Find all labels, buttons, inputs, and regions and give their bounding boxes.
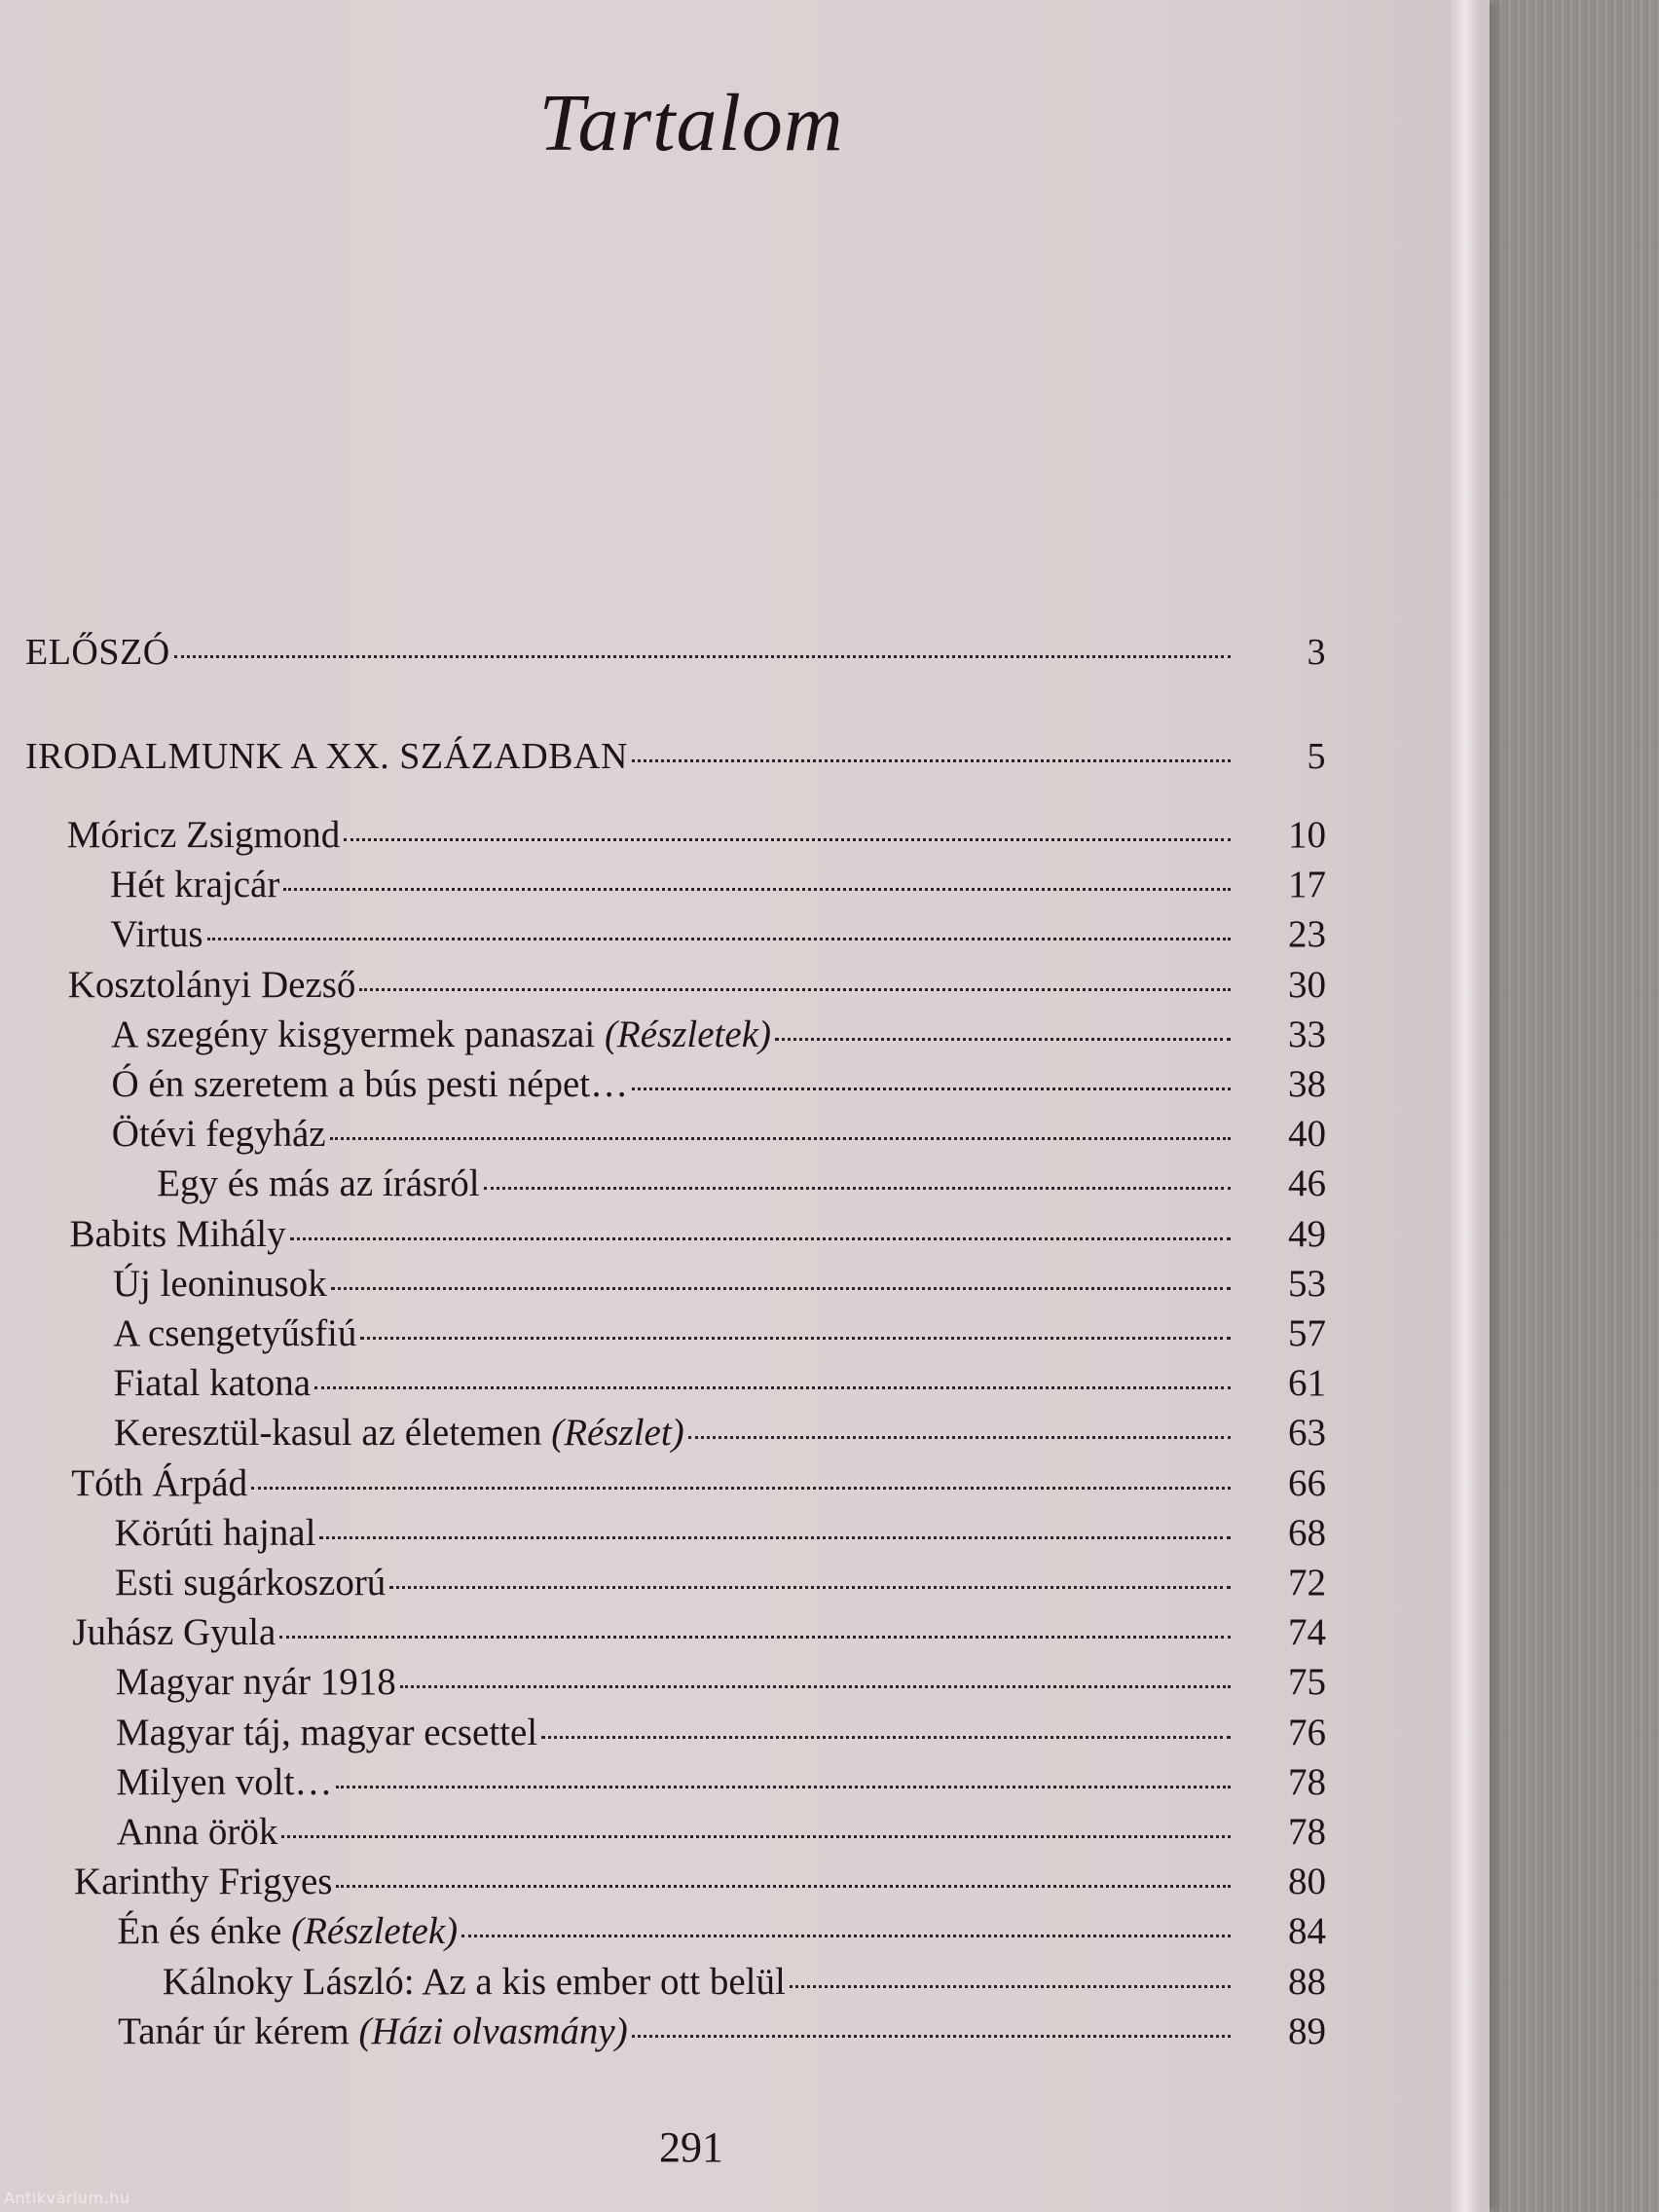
toc-page-number: 57	[1287, 1312, 1326, 1354]
toc-entry-title	[112, 1112, 326, 1156]
dot-leader	[632, 1088, 1231, 1090]
toc-entry-text: A csengetyűsfiú	[113, 1312, 357, 1354]
toc-entry-title	[67, 813, 341, 857]
dot-leader	[632, 759, 1231, 762]
toc-entry-text: Babits Mihály	[69, 1212, 286, 1255]
toc-entry	[69, 1212, 1326, 1256]
toc-entry-title	[116, 1660, 396, 1704]
toc-page-number: 30	[1288, 963, 1326, 1006]
toc-entry	[71, 1461, 1326, 1505]
toc-entry	[157, 1161, 1326, 1205]
toc-page-number: 78	[1287, 1811, 1326, 1853]
toc-entry	[116, 1711, 1326, 1754]
toc-page-number: 72	[1287, 1562, 1326, 1604]
toc-page-number: 74	[1287, 1611, 1326, 1654]
toc-entry-text: Anna örök	[116, 1811, 278, 1853]
toc-entry	[118, 2009, 1326, 2053]
toc-entry-text: Én és énke	[117, 1910, 292, 1953]
toc-entry-text: Esti sugárkoszorú	[114, 1562, 387, 1604]
toc-entry-text: Móricz Zsigmond	[66, 814, 341, 856]
toc-entry	[113, 1311, 1326, 1355]
toc-entry-title	[111, 1013, 771, 1056]
toc-entry	[114, 1561, 1326, 1604]
toc-entry-title	[157, 1161, 479, 1205]
dot-leader	[775, 1038, 1231, 1041]
toc-page-number: 80	[1287, 1861, 1326, 1903]
dot-leader	[331, 1287, 1231, 1290]
toc-entry-text: Fiatal katona	[113, 1362, 312, 1405]
toc-entry	[67, 963, 1326, 1007]
toc-entry-title	[25, 735, 628, 778]
toc-page-number: 38	[1287, 1063, 1326, 1105]
dot-leader	[461, 1935, 1231, 1937]
dot-leader	[281, 1835, 1231, 1838]
toc-entry-title	[113, 1262, 327, 1306]
dot-leader	[279, 1636, 1231, 1639]
dot-leader	[344, 838, 1231, 841]
toc-page-number: 33	[1287, 1013, 1326, 1055]
dot-leader	[283, 888, 1231, 891]
dot-leader	[359, 988, 1231, 991]
toc-entry-title	[74, 1860, 332, 1903]
toc-entry-title	[72, 1610, 276, 1654]
toc-entry-text: Kálnoky László: Az a kis ember ott belül	[162, 1960, 786, 2003]
dot-leader	[336, 1786, 1231, 1788]
toc-entry-title	[115, 1561, 386, 1604]
toc-entry-text: Virtus	[110, 913, 203, 956]
toc-entry-text: Juhász Gyula	[72, 1611, 276, 1654]
dot-leader	[360, 1337, 1231, 1340]
toc-entry-title	[110, 863, 279, 906]
toc-page-number: 10	[1287, 814, 1326, 856]
toc-entry	[66, 813, 1326, 857]
toc-entry-title	[25, 631, 170, 674]
dot-leader	[319, 1536, 1231, 1539]
toc-page-number: 49	[1288, 1212, 1326, 1255]
toc-entry-text: ELŐSZÓ	[25, 632, 170, 673]
toc-entry-title	[113, 1311, 356, 1355]
toc-entry-text: Magyar táj, magyar ecsettel	[116, 1711, 538, 1753]
toc-entry	[111, 1062, 1326, 1106]
toc-page-number: 88	[1288, 1960, 1326, 2003]
toc-entry-title	[117, 1810, 278, 1854]
toc-page-number: 40	[1287, 1113, 1326, 1156]
dot-leader	[207, 938, 1231, 940]
toc-page-number: 17	[1287, 864, 1326, 906]
toc-entry	[115, 1660, 1326, 1704]
dot-leader	[632, 2035, 1231, 2038]
dot-leader	[330, 1137, 1231, 1140]
toc-section	[25, 631, 1326, 674]
toc-entry-title	[118, 2009, 628, 2053]
toc-entry-text: Karinthy Frigyes	[74, 1861, 333, 1903]
toc-entry	[110, 912, 1326, 956]
toc-entry	[74, 1860, 1326, 1903]
toc-entry	[111, 1112, 1326, 1156]
toc-page-number: 75	[1287, 1661, 1326, 1704]
toc-entry-text: Magyar nyár 1918	[115, 1661, 396, 1704]
toc-entry	[114, 1511, 1326, 1555]
toc-entry-title	[114, 1361, 312, 1405]
toc-entry	[112, 1262, 1326, 1306]
toc-page-number: 89	[1287, 2009, 1326, 2052]
toc-entry	[116, 1810, 1326, 1854]
toc-entry	[116, 1760, 1326, 1804]
watermark: Antikvárium.hu	[4, 2189, 130, 2207]
toc-page-number: 76	[1288, 1711, 1326, 1753]
toc-entry-title	[110, 912, 203, 956]
toc-entry-title	[71, 1461, 247, 1505]
toc-entry-note: (Részlet)	[551, 1412, 684, 1455]
toc-entry-title	[115, 1511, 316, 1555]
toc-entry-text: Új leoninusok	[112, 1262, 327, 1305]
toc-entry-text: Ó én szeretem a bús pesti népet…	[111, 1063, 629, 1105]
toc-entry-note: (Részletek)	[291, 1910, 459, 1953]
toc-entry-text: Milyen volt…	[116, 1760, 333, 1803]
page-title: Tartalom	[538, 78, 844, 168]
toc-page-number: 61	[1287, 1362, 1326, 1405]
toc-page-number: 78	[1287, 1760, 1326, 1803]
toc-page-number: 3	[1307, 632, 1326, 673]
toc-entry	[72, 1610, 1326, 1654]
toc-entry-text: Ötévi fegyház	[111, 1113, 326, 1156]
toc-section	[25, 735, 1326, 778]
dot-leader	[541, 1736, 1231, 1739]
toc-entry	[113, 1411, 1326, 1455]
toc-entry-text: Kosztolányi Dezső	[67, 963, 356, 1006]
toc-entry-title	[68, 963, 356, 1007]
toc-page-number: 23	[1287, 913, 1326, 956]
toc-entry-title	[111, 1062, 628, 1106]
toc-page-number: 63	[1287, 1412, 1326, 1455]
toc-entry-text: Tóth Árpád	[71, 1461, 248, 1504]
toc-entry-title	[116, 1760, 332, 1804]
dot-leader	[400, 1685, 1231, 1688]
dot-leader	[290, 1237, 1231, 1240]
toc-entry	[111, 1013, 1326, 1056]
toc-entry-text: Hét krajcár	[110, 864, 280, 906]
dot-leader	[688, 1436, 1231, 1439]
dot-leader	[336, 1885, 1231, 1888]
dot-leader	[314, 1386, 1231, 1389]
toc-entry	[113, 1361, 1326, 1405]
dot-leader	[251, 1487, 1231, 1490]
page-number: 291	[659, 2123, 723, 2171]
toc-entry-title	[163, 1960, 786, 2004]
toc-page-number: 84	[1287, 1910, 1326, 1953]
toc-entry-text: Tanár úr kérem	[118, 2009, 359, 2052]
toc-page-number: 46	[1287, 1162, 1326, 1205]
toc-entry-title	[116, 1711, 537, 1754]
toc-entry-text: Körúti hajnal	[114, 1511, 316, 1554]
toc-entry-text: Keresztül-kasul az életemen	[113, 1412, 552, 1455]
toc-entry	[162, 1960, 1326, 2004]
toc-entry-note: (Házi olvasmány)	[358, 2009, 628, 2052]
toc-entry	[117, 1909, 1326, 1953]
dot-leader	[484, 1187, 1231, 1190]
toc-entry-title	[117, 1909, 458, 1953]
toc-entry-title	[70, 1212, 286, 1256]
toc-page-number: 68	[1287, 1511, 1326, 1554]
toc-page-number: 5	[1307, 736, 1326, 777]
toc-page-number: 66	[1288, 1461, 1326, 1504]
background-surface	[1460, 0, 1659, 2212]
toc-entry-text: A szegény kisgyermek panaszai	[111, 1013, 605, 1055]
toc-entry-title	[114, 1411, 684, 1455]
dot-leader	[174, 655, 1231, 658]
toc-entry-note: (Részletek)	[604, 1013, 772, 1055]
dot-leader	[389, 1586, 1231, 1589]
toc-entry	[110, 863, 1326, 906]
toc-page-number: 53	[1287, 1262, 1326, 1305]
toc-entry-text: Egy és más az írásról	[157, 1162, 480, 1205]
toc-entry-text: IRODALMUNK A XX. SZÁZADBAN	[25, 736, 628, 777]
dot-leader	[790, 1985, 1231, 1988]
